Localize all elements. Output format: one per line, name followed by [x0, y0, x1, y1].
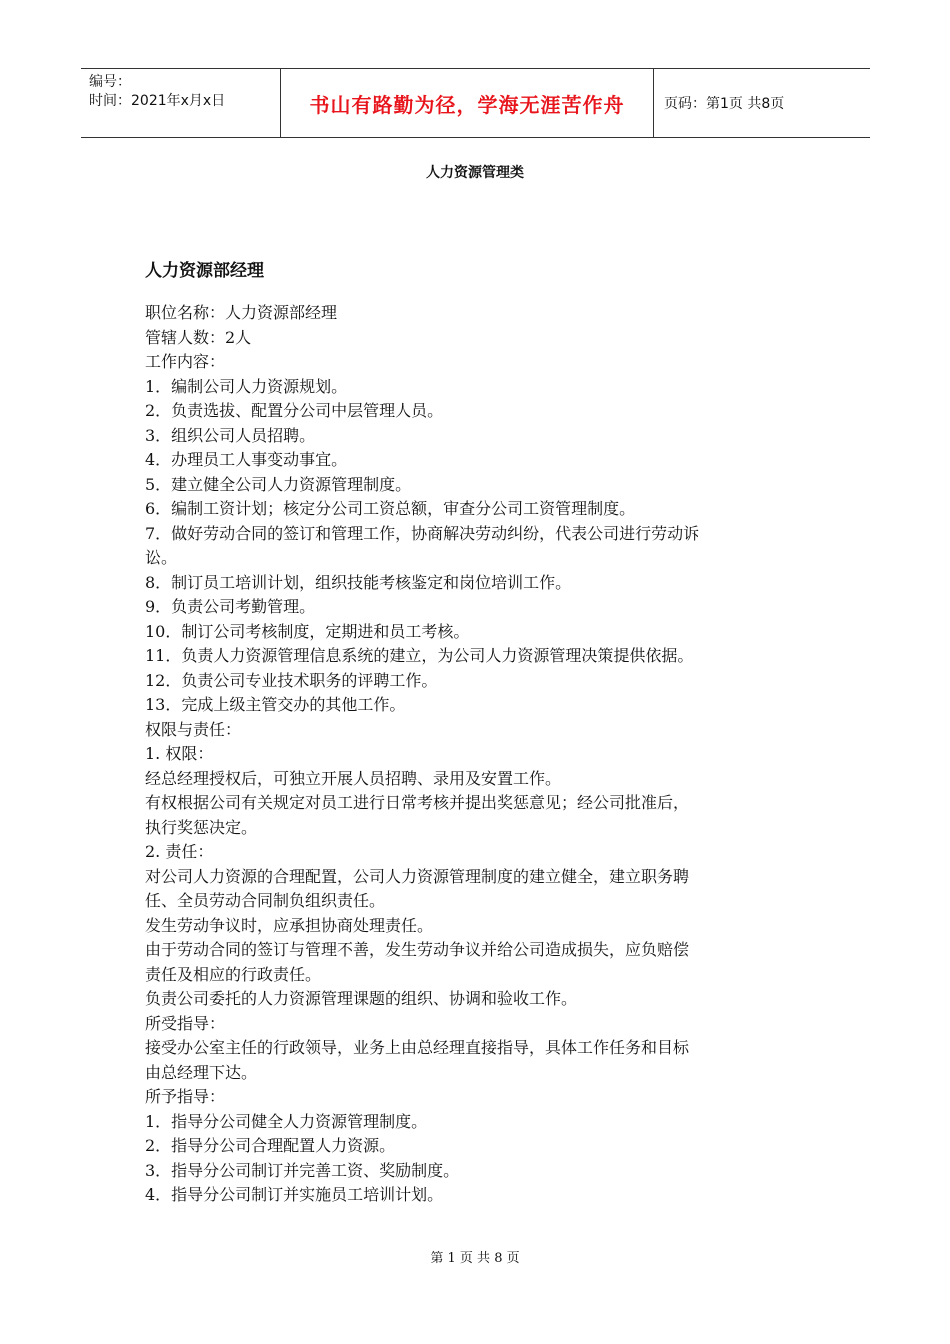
text-line: 4．办理员工人事变动事宜。	[145, 450, 348, 469]
text-line: 执行奖惩决定。	[145, 817, 258, 837]
text-line: 由总经理下达。	[145, 1062, 258, 1082]
date-label: 时间：2021年x月x日	[89, 93, 226, 109]
text-line: 负责公司委托的人力资源管理课题的组织、协调和验收工作。	[145, 989, 578, 1008]
page-header	[81, 68, 870, 138]
text-line: 3．指导分公司制订并完善工资、奖励制度。	[145, 1160, 460, 1180]
text-line: 任、全员劳动合同制负组织责任。	[145, 891, 386, 910]
text-line: 8．制订员工培训计划，组织技能考核鉴定和岗位培训工作。	[145, 572, 572, 592]
text-line: 9．负责公司考勤管理。	[145, 597, 316, 616]
text-line: 1．指导分公司健全人力资源管理制度。	[145, 1111, 428, 1131]
header-motto-cell	[281, 69, 654, 137]
serial-label: 编号：	[89, 74, 131, 90]
text-line: 发生劳动争议时，应承担协商处理责任。	[145, 915, 434, 935]
text-line: 10．制订公司考核制度，定期进和员工考核。	[145, 621, 470, 641]
text-line: 13．完成上级主管交办的其他工作。	[145, 695, 406, 714]
text-line: 所予指导：	[145, 1087, 226, 1106]
text-line: 1. 权限：	[145, 744, 214, 763]
text-line: 12．负责公司专业技术职务的评聘工作。	[145, 670, 438, 690]
text-line: 6．编制工资计划；核定分公司工资总额，审查分公司工资管理制度。	[145, 499, 636, 518]
body-text	[145, 301, 807, 1208]
text-line: 经总经理授权后，可独立开展人员招聘、录用及安置工作。	[145, 768, 562, 788]
text-line: 职位名称：人力资源部经理	[145, 303, 338, 322]
text-line: 对公司人力资源的合理配置，公司人力资源管理制度的建立健全，建立职务聘	[145, 866, 690, 886]
text-line: 所受指导：	[145, 1013, 226, 1033]
text-line: 4．指导分公司制订并实施员工培训计划。	[145, 1185, 444, 1204]
motto: 书山有路勤为径，学海无涯苦作舟	[309, 92, 625, 117]
text-line: 1．编制公司人力资源规划。	[145, 376, 348, 396]
text-line: 权限与责任：	[145, 719, 242, 739]
text-line: 管辖人数：2人	[145, 327, 252, 347]
text-line: 讼。	[145, 548, 178, 567]
section-title: 人力资源部经理	[145, 261, 264, 281]
text-line: 2. 责任：	[145, 842, 214, 861]
text-line: 2．负责选拔、配置分公司中层管理人员。	[145, 401, 444, 420]
text-line: 接受办公室主任的行政领导，业务上由总经理直接指导，具体工作任务和目标	[145, 1038, 690, 1057]
page-info: 页码：第1页 共8页	[664, 96, 785, 112]
document-title: 人力资源管理类	[426, 165, 524, 181]
text-line: 3．组织公司人员招聘。	[145, 425, 316, 445]
page-footer: 第 1 页 共 8 页	[430, 1251, 520, 1266]
text-line: 11．负责人力资源管理信息系统的建立，为公司人力资源管理决策提供依据。	[145, 646, 694, 665]
header-page-cell	[654, 69, 870, 137]
text-line: 有权根据公司有关规定对员工进行日常考核并提出奖惩意见；经公司批准后，	[145, 793, 690, 812]
text-line: 7．做好劳动合同的签订和管理工作，协商解决劳动纠纷，代表公司进行劳动诉	[145, 523, 700, 543]
text-line: 责任及相应的行政责任。	[145, 964, 322, 984]
header-meta	[81, 69, 281, 137]
text-line: 工作内容：	[145, 352, 226, 371]
text-line: 5．建立健全公司人力资源管理制度。	[145, 474, 412, 494]
text-line: 2．指导分公司合理配置人力资源。	[145, 1136, 396, 1155]
text-line: 由于劳动合同的签订与管理不善，发生劳动争议并给公司造成损失，应负赔偿	[145, 940, 690, 959]
